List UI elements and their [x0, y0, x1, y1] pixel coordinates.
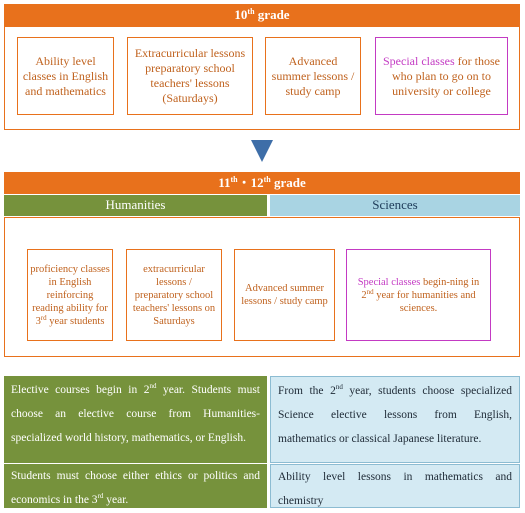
- grade1112-special-sup: nd: [366, 287, 374, 296]
- humanities-ethics-post: year.: [103, 494, 129, 506]
- grade10-card-special: [375, 37, 508, 115]
- tab-humanities-label: Humanities: [105, 197, 166, 212]
- sciences-ability-text: Ability level lessons in mathematics and chemistry: [278, 471, 512, 507]
- humanities-elective-post: year. Students must choose an elective course from Humanities-specialized world history, mathematics, or English.: [11, 384, 260, 444]
- grade10-header-word: grade: [254, 7, 290, 22]
- grade10-card-ability-text: Ability level classes in English and mathematics: [22, 53, 109, 98]
- down-arrow-icon: [251, 140, 273, 162]
- proficiency-sup: rd: [40, 313, 47, 322]
- grade1112-header-sep: ・: [237, 175, 251, 190]
- sciences-ability-box: [270, 464, 520, 508]
- grade1112-header-a: 11: [218, 175, 231, 190]
- grade10-card-extracurricular-text: Extracurricular lessons preparatory school teachers' lessons (Saturdays): [134, 46, 246, 105]
- grade10-card-special-text: [380, 54, 503, 99]
- grade1112-special-rest1: begin-ning in 2: [361, 276, 480, 301]
- grade1112-header-b: 12: [250, 175, 264, 190]
- grade10-card-summer-text: Advanced summer lessons / study camp: [271, 53, 355, 98]
- humanities-elective-pre: Elective courses begin in 2: [11, 384, 150, 396]
- grade1112-card-special-text: [351, 276, 486, 315]
- humanities-ethics-box: [4, 464, 267, 508]
- humanities-ethics-sup: rd: [97, 492, 104, 500]
- tab-sciences-label: Sciences: [372, 197, 418, 212]
- humanities-elective-box: [4, 376, 267, 463]
- humanities-ethics-pre: Students must choose either ethics or politics and economics in the 3: [11, 470, 260, 506]
- sciences-elective-sup: nd: [335, 383, 343, 391]
- grade10-card-summer: [265, 37, 361, 115]
- grade1112-special-rest2: year for humanities and sciences.: [373, 289, 476, 314]
- grade1112-card-proficiency: [27, 249, 113, 341]
- grade1112-header-word: grade: [270, 175, 306, 190]
- grade1112-card-special: [346, 249, 491, 341]
- humanities-elective-sup: nd: [149, 382, 157, 390]
- grade10-special-rest: for those who plan to go on to university or college: [392, 53, 500, 98]
- tab-sciences: [270, 195, 520, 216]
- grade1112-card-extracurricular: [126, 249, 222, 341]
- grade10-card-extracurricular: [127, 37, 253, 115]
- grade10-header-num: 10: [234, 7, 248, 22]
- grade10-header: [4, 4, 520, 26]
- proficiency-pre: proficiency classes in English reinforcing reading ability for 3: [30, 263, 110, 327]
- grade1112-header: [4, 172, 520, 194]
- proficiency-post: year students: [46, 315, 105, 327]
- grade1112-header-b-sup: th: [263, 175, 271, 184]
- sciences-elective-box: [270, 376, 520, 463]
- grade10-special-highlight: Special classes: [383, 53, 455, 68]
- grade1112-card-summer: [234, 249, 335, 341]
- grade1112-card-summer-text: Advanced summer lessons / study camp: [241, 283, 328, 307]
- grade10-header-sup: th: [247, 7, 255, 16]
- grade1112-special-highlight: Special classes: [357, 276, 421, 288]
- grade1112-header-a-sup: th: [230, 175, 238, 184]
- grade10-card-ability: [17, 37, 114, 115]
- tab-humanities: [4, 195, 267, 216]
- sciences-elective-post: year, students choose specialized Science elective lessons from English, mathematics or classical Japanese literature.: [278, 385, 512, 445]
- sciences-elective-pre: From the 2: [278, 385, 336, 397]
- grade1112-card-extracurricular-text: extracurricular lessons / preparatory school teachers' lessons on Saturdays: [132, 263, 216, 327]
- grade1112-card-proficiency-text: [30, 263, 110, 328]
